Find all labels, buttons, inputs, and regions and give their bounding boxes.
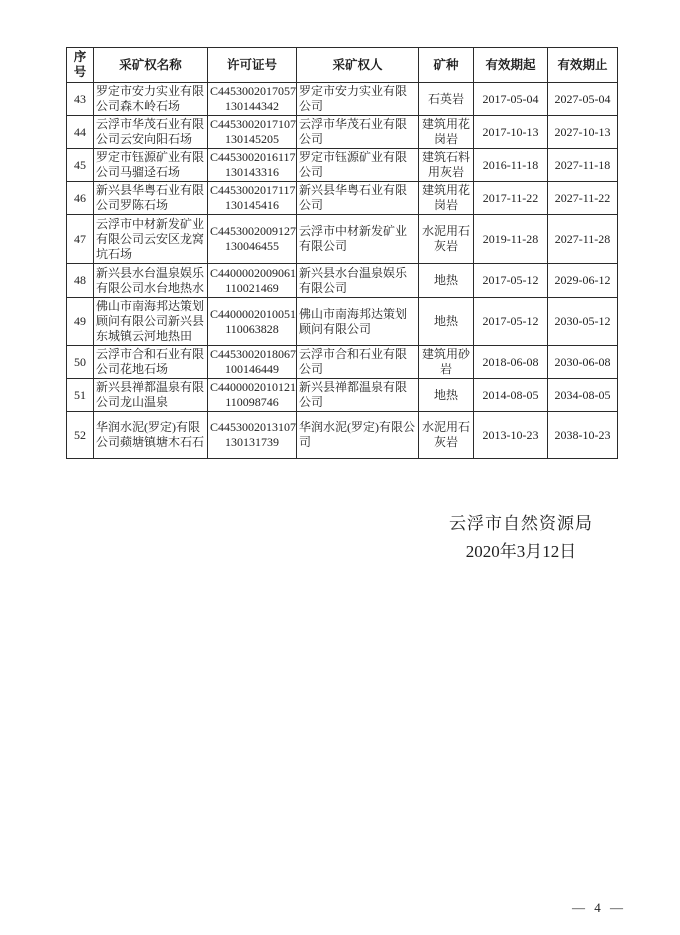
cell-mineral: 地热 bbox=[419, 379, 474, 412]
cell-mineral: 建筑用花岗岩 bbox=[419, 116, 474, 149]
cell-mineral: 建筑用花岗岩 bbox=[419, 182, 474, 215]
cell-valid-from: 2019-11-28 bbox=[474, 215, 548, 264]
cell-license bbox=[208, 379, 297, 412]
cell-no: 50 bbox=[67, 346, 94, 379]
cell-valid-from: 2016-11-18 bbox=[474, 149, 548, 182]
cell-valid-to: 2027-10-13 bbox=[548, 116, 618, 149]
col-header-name: 采矿权名称 bbox=[94, 48, 208, 83]
table-row bbox=[67, 264, 618, 298]
license-part-2: 130046455 bbox=[225, 239, 279, 253]
cell-name: 罗定市安力实业有限公司森木岭石场 bbox=[94, 83, 208, 116]
cell-no: 49 bbox=[67, 298, 94, 346]
cell-mineral: 地热 bbox=[419, 298, 474, 346]
cell-no: 44 bbox=[67, 116, 94, 149]
cell-license bbox=[208, 116, 297, 149]
cell-no: 51 bbox=[67, 379, 94, 412]
cell-mineral: 水泥用石灰岩 bbox=[419, 215, 474, 264]
cell-holder: 佛山市南海邦达策划顾问有限公司 bbox=[297, 298, 419, 346]
cell-no: 52 bbox=[67, 412, 94, 459]
cell-valid-from: 2013-10-23 bbox=[474, 412, 548, 459]
license-part-2: 100146449 bbox=[225, 362, 279, 376]
issue-date: 2020年3月12日 bbox=[465, 542, 577, 561]
cell-valid-to: 2027-05-04 bbox=[548, 83, 618, 116]
cell-valid-from: 2014-08-05 bbox=[474, 379, 548, 412]
col-header-mineral: 矿种 bbox=[419, 48, 474, 83]
cell-holder: 罗定市安力实业有限公司 bbox=[297, 83, 419, 116]
license-part-1: C4453002018067 bbox=[210, 347, 297, 361]
cell-mineral: 建筑石料用灰岩 bbox=[419, 149, 474, 182]
cell-valid-to: 2038-10-23 bbox=[548, 412, 618, 459]
license-part-1: C4400002010121 bbox=[210, 380, 297, 394]
cell-holder: 罗定市钰源矿业有限公司 bbox=[297, 149, 419, 182]
col-header-license: 许可证号 bbox=[208, 48, 297, 83]
license-part-1: C4400002010051 bbox=[210, 306, 297, 321]
signature-block bbox=[438, 512, 604, 563]
cell-name: 佛山市南海邦达策划顾问有限公司新兴县东城镇云河地热田 bbox=[94, 298, 208, 346]
cell-name: 云浮市合和石业有限公司花地石场 bbox=[94, 346, 208, 379]
cell-mineral: 水泥用石灰岩 bbox=[419, 412, 474, 459]
table-header-row bbox=[67, 48, 618, 83]
cell-holder: 新兴县禅都温泉有限公司 bbox=[297, 379, 419, 412]
license-part-2: 130131739 bbox=[225, 435, 279, 449]
cell-valid-to: 2030-06-08 bbox=[548, 346, 618, 379]
license-part-1: C4453002009127 bbox=[210, 224, 297, 238]
cell-valid-to: 2027-11-18 bbox=[548, 149, 618, 182]
table-row bbox=[67, 149, 618, 182]
license-part-1: C4453002017117 bbox=[210, 183, 296, 197]
cell-valid-to: 2030-05-12 bbox=[548, 298, 618, 346]
cell-no: 48 bbox=[67, 264, 94, 298]
table-row bbox=[67, 346, 618, 379]
license-part-2: 130143316 bbox=[225, 165, 279, 179]
cell-mineral: 地热 bbox=[419, 264, 474, 298]
license-part-2: 110021469 bbox=[225, 280, 279, 295]
license-part-2: 130145416 bbox=[225, 198, 279, 212]
table-row bbox=[67, 83, 618, 116]
cell-valid-to: 2029-06-12 bbox=[548, 264, 618, 298]
issuing-agency: 云浮市自然资源局 bbox=[449, 514, 593, 533]
license-part-2: 130145205 bbox=[225, 132, 279, 146]
cell-license bbox=[208, 149, 297, 182]
cell-holder: 云浮市华茂石业有限公司 bbox=[297, 116, 419, 149]
cell-name: 新兴县禅都温泉有限公司龙山温泉 bbox=[94, 379, 208, 412]
cell-no: 43 bbox=[67, 83, 94, 116]
cell-license bbox=[208, 182, 297, 215]
cell-mineral: 建筑用砂岩 bbox=[419, 346, 474, 379]
cell-valid-from: 2017-05-12 bbox=[474, 298, 548, 346]
col-header-holder: 采矿权人 bbox=[297, 48, 419, 83]
col-header-valid-to: 有效期止 bbox=[548, 48, 618, 83]
cell-valid-from: 2018-06-08 bbox=[474, 346, 548, 379]
cell-holder: 华润水泥(罗定)有限公司 bbox=[297, 412, 419, 459]
cell-name: 新兴县华粤石业有限公司罗陈石场 bbox=[94, 182, 208, 215]
license-part-2: 110098746 bbox=[225, 395, 279, 409]
cell-holder: 新兴县水台温泉娱乐有限公司 bbox=[297, 264, 419, 298]
cell-holder: 云浮市中材新发矿业有限公司 bbox=[297, 215, 419, 264]
cell-holder: 新兴县华粤石业有限公司 bbox=[297, 182, 419, 215]
table-row bbox=[67, 298, 618, 346]
license-part-1: C4453002016117 bbox=[210, 150, 296, 164]
col-header-valid-from: 有效期起 bbox=[474, 48, 548, 83]
license-part-1: C4453002017107 bbox=[210, 117, 297, 131]
mining-permits-table bbox=[66, 47, 618, 459]
cell-name: 罗定市钰源矿业有限公司马骝迳石场 bbox=[94, 149, 208, 182]
cell-no: 47 bbox=[67, 215, 94, 264]
cell-license bbox=[208, 83, 297, 116]
cell-valid-from: 2017-05-04 bbox=[474, 83, 548, 116]
license-part-1: C4453002017057 bbox=[210, 84, 297, 98]
license-part-1: C4400002009061 bbox=[210, 265, 297, 280]
cell-valid-from: 2017-10-13 bbox=[474, 116, 548, 149]
cell-valid-from: 2017-05-12 bbox=[474, 264, 548, 298]
cell-license bbox=[208, 346, 297, 379]
table-row bbox=[67, 215, 618, 264]
cell-holder: 云浮市合和石业有限公司 bbox=[297, 346, 419, 379]
license-part-2: 130144342 bbox=[225, 99, 279, 113]
cell-name: 云浮市中材新发矿业有限公司云安区龙窝坑石场 bbox=[94, 215, 208, 264]
cell-valid-to: 2027-11-22 bbox=[548, 182, 618, 215]
cell-mineral: 石英岩 bbox=[419, 83, 474, 116]
table-row bbox=[67, 379, 618, 412]
page-number: — 4 — bbox=[572, 900, 626, 915]
cell-valid-to: 2027-11-28 bbox=[548, 215, 618, 264]
license-part-2: 110063828 bbox=[225, 321, 279, 336]
table-row bbox=[67, 116, 618, 149]
cell-license bbox=[208, 264, 297, 298]
cell-name: 云浮市华茂石业有限公司云安向阳石场 bbox=[94, 116, 208, 149]
cell-license bbox=[208, 412, 297, 459]
cell-no: 46 bbox=[67, 182, 94, 215]
cell-name: 新兴县水台温泉娱乐有限公司水台地热水 bbox=[94, 264, 208, 298]
cell-valid-to: 2034-08-05 bbox=[548, 379, 618, 412]
cell-name: 华润水泥(罗定)有限公司𬞟塘镇塘木石石 bbox=[94, 412, 208, 459]
table-row bbox=[67, 412, 618, 459]
cell-valid-from: 2017-11-22 bbox=[474, 182, 548, 215]
cell-license bbox=[208, 298, 297, 346]
col-header-no: 序号 bbox=[67, 48, 94, 83]
cell-no: 45 bbox=[67, 149, 94, 182]
license-part-1: C4453002013107 bbox=[210, 420, 297, 434]
table-row bbox=[67, 182, 618, 215]
cell-license bbox=[208, 215, 297, 264]
